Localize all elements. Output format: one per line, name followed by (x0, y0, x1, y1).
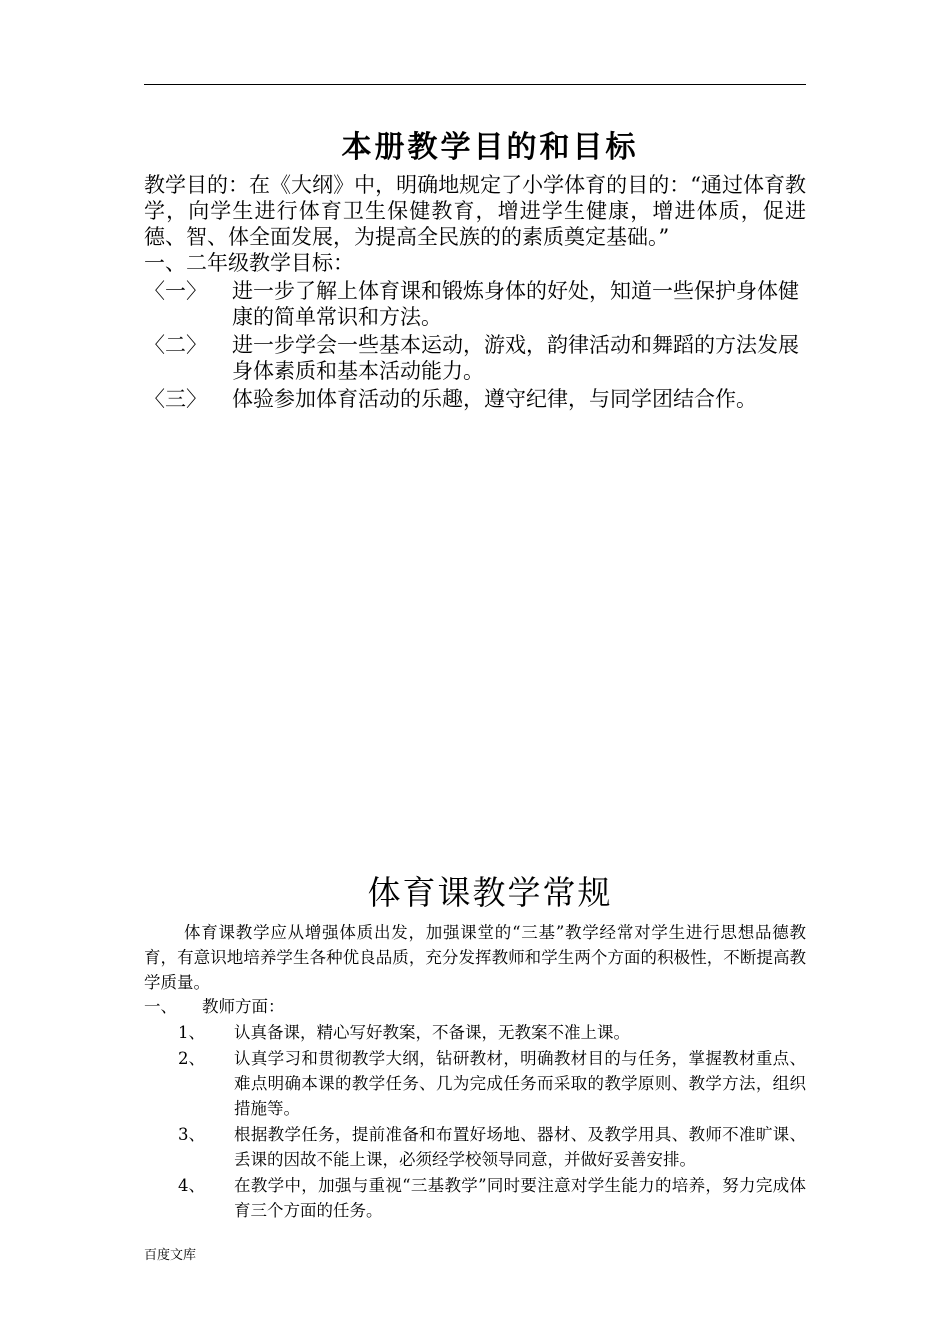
goals-heading: 一、二年级教学目标： (144, 251, 354, 275)
goal-item (144, 332, 806, 384)
section-teaching-goals (144, 126, 806, 412)
routine-number: 4、 (178, 1176, 205, 1195)
goal-number: 〈三〉 (144, 387, 207, 411)
routine-item (144, 1122, 806, 1172)
routine-number: 2、 (178, 1049, 205, 1068)
goal-number: 〈一〉 (144, 279, 207, 303)
routine-number: 1、 (178, 1023, 205, 1042)
goal-number: 〈二〉 (144, 333, 207, 357)
routine-item (144, 1173, 806, 1223)
goal-text: 进一步了解上体育课和锻炼身体的好处，知道一些保护身体健康的简单常识和方法。 (232, 279, 799, 329)
goal-item (144, 386, 806, 412)
header-rule (144, 84, 806, 85)
section-title: 本册教学目的和目标 (341, 130, 639, 165)
routine-item (144, 1046, 806, 1121)
purpose-paragraph: 教学目的：在《大纲》中，明确地规定了小学体育的目的：“通过体育教学，向学生进行体育卫生保健教育，增进学生健康，增进体质，促进德、智、体全面发展，为提高全民族的的素质奠定基础。” (144, 173, 806, 249)
intro-paragraph: 体育课教学应从增强体质出发，加强课堂的“三基”教学经常对学生进行思想品德教育，有意识地培养学生各种优良品质，充分发挥教师和学生两个方面的积极性，不断提高教学质量。 (144, 923, 806, 992)
heading-number: 一、 (144, 997, 177, 1016)
goal-item (144, 278, 806, 330)
teacher-heading (144, 995, 806, 1019)
footer-text: 百度文库 (144, 1248, 197, 1263)
goal-text: 体验参加体育活动的乐趣，遵守纪律，与同学团结合作。 (232, 387, 757, 411)
section-title: 体育课教学常规 (367, 873, 613, 912)
routine-item (144, 1020, 806, 1045)
goal-text: 进一步学会一些基本运动，游戏，韵律活动和舞蹈的方法发展身体素质和基本活动能力。 (232, 333, 799, 383)
section-class-routine (144, 870, 806, 1223)
routine-text: 认真备课，精心写好教案，不备课，无教案不准上课。 (234, 1023, 630, 1042)
routine-text: 在教学中，加强与重视“三基教学”同时要注意对学生能力的培养，努力完成体育三个方面的任务。 (234, 1176, 806, 1220)
routine-text: 根据教学任务，提前准备和布置好场地、器材、及教学用具、教师不准旷课、丢课的因故不能上课，必须经学校领导同意，并做好妥善安排。 (234, 1125, 806, 1169)
routine-text: 认真学习和贯彻教学大纲，钻研教材，明确教材目的与任务，掌握教材重点、难点明确本课的教学任务、几为完成任务而采取的教学原则、教学方法，组织措施等。 (234, 1049, 806, 1118)
heading-text: 教师方面： (202, 997, 285, 1016)
routine-number: 3、 (178, 1125, 205, 1144)
